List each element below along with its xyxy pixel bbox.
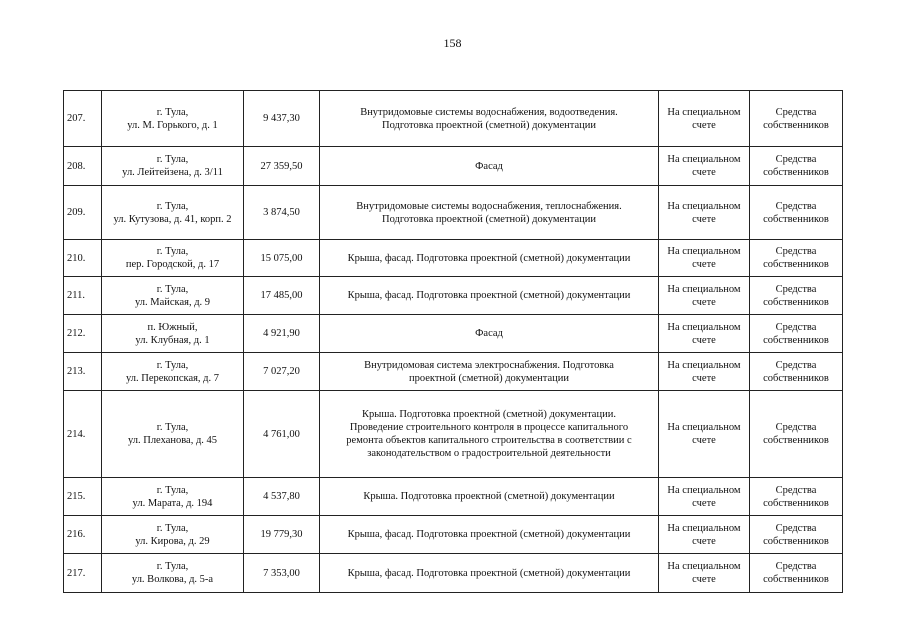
funding-source-line: собственников <box>763 435 829 446</box>
work-type-line: Крыша. Подготовка проектной (сметной) документации. <box>362 409 616 420</box>
row-number: 209. <box>67 207 86 218</box>
row-number-cell <box>64 240 102 277</box>
work-type-line: Подготовка проектной (сметной) документации <box>382 119 596 131</box>
funding-source-cell <box>750 516 843 554</box>
table-row <box>64 353 843 391</box>
fund-method-cell <box>659 554 750 593</box>
cost-cell <box>244 240 320 277</box>
funding-source-line: собственников <box>763 535 829 547</box>
address-street: ул. Клубная, д. 1 <box>135 334 210 346</box>
fund-method-line: счете <box>692 372 716 384</box>
cost-value: 19 779,30 <box>260 529 303 540</box>
address-locality: г. Тула, <box>156 359 189 371</box>
work-type-line: Фасад <box>475 328 503 339</box>
fund-method-cell <box>659 240 750 277</box>
fund-method-line: На специальном <box>667 321 741 333</box>
funding-source-line: собственников <box>763 259 829 270</box>
address-street: ул. М. Горького, д. 1 <box>127 119 218 131</box>
funding-source-line: собственников <box>763 497 829 509</box>
work-type-line: Крыша. Подготовка проектной (сметной) документации <box>363 491 615 502</box>
row-number-cell <box>64 147 102 186</box>
address-street: ул. Плеханова, д. 45 <box>127 435 218 446</box>
fund-method-line: счете <box>692 535 716 547</box>
address-street: ул. Кутузова, д. 41, корп. 2 <box>113 213 232 225</box>
page-number: 158 <box>443 36 462 50</box>
cost-value: 9 437,30 <box>263 113 300 124</box>
work-type-cell <box>320 391 659 478</box>
fund-method-line: счете <box>692 435 716 446</box>
fund-method-line: счете <box>692 119 716 131</box>
address-street: ул. Волкова, д. 5-а <box>131 574 214 585</box>
work-type-cell <box>320 186 659 240</box>
fund-method-cell <box>659 353 750 391</box>
cost-cell <box>244 554 320 593</box>
cost-cell <box>244 516 320 554</box>
funding-source-line: собственников <box>763 574 829 585</box>
work-type-cell <box>320 277 659 315</box>
work-type-cell <box>320 554 659 593</box>
cost-cell <box>244 353 320 391</box>
row-number-cell <box>64 478 102 516</box>
fund-method-cell <box>659 516 750 554</box>
work-type-line: Внутридомовая система электроснабжения. Подготовка <box>364 359 614 371</box>
funding-source-line: Средства <box>775 359 817 371</box>
fund-method-line: На специальном <box>667 522 741 534</box>
fund-method-cell <box>659 315 750 353</box>
funding-source-cell <box>750 478 843 516</box>
work-type-line: ремонта объектов капитального строительства в соответствии с <box>346 435 632 446</box>
address-locality: г. Тула, <box>156 283 189 295</box>
cost-cell <box>244 91 320 147</box>
funding-source-cell <box>750 91 843 147</box>
funding-source-line: Средства <box>775 200 817 212</box>
funding-source-line: Средства <box>775 422 817 433</box>
address-cell <box>102 147 244 186</box>
funding-source-line: собственников <box>763 167 829 178</box>
funding-source-line: Средства <box>775 484 817 496</box>
row-number: 212. <box>67 328 86 339</box>
funding-source-line: собственников <box>763 119 829 131</box>
funding-source-line: собственников <box>763 296 829 308</box>
fund-method-line: счете <box>692 296 716 308</box>
address-locality: г. Тула, <box>156 106 189 118</box>
address-locality: п. Южный, <box>147 321 198 333</box>
table-row <box>64 277 843 315</box>
address-cell <box>102 240 244 277</box>
row-number: 215. <box>67 491 86 502</box>
cost-value: 4 921,90 <box>263 328 300 339</box>
funding-source-cell <box>750 554 843 593</box>
work-type-line: законодательством о градостроительной деятельности <box>367 448 611 459</box>
address-locality: г. Тула, <box>156 422 189 433</box>
work-type-line: проектной (сметной) документации <box>408 372 570 384</box>
work-type-line: Внутридомовые системы водоснабжения, теплоснабжения. <box>356 200 622 212</box>
address-cell <box>102 391 244 478</box>
funding-source-line: Средства <box>775 283 817 295</box>
funding-source-line: собственников <box>763 372 829 384</box>
cost-cell <box>244 277 320 315</box>
address-street: ул. Лейтейзена, д. 3/11 <box>122 167 223 178</box>
table-row <box>64 391 843 478</box>
table-row <box>64 147 843 186</box>
table-row <box>64 315 843 353</box>
table-row <box>64 91 843 147</box>
table-row <box>64 240 843 277</box>
address-locality: г. Тула, <box>156 200 189 212</box>
row-number: 208. <box>67 160 86 172</box>
work-type-line: Подготовка проектной (сметной) документации <box>382 213 596 225</box>
row-number: 211. <box>67 290 85 301</box>
row-number: 213. <box>67 366 86 377</box>
cost-cell <box>244 391 320 478</box>
table-row <box>64 516 843 554</box>
address-locality: г. Тула, <box>156 561 189 572</box>
work-type-line: Крыша, фасад. Подготовка проектной (сметной) документации <box>347 567 631 579</box>
funding-source-line: Средства <box>775 321 817 333</box>
funding-source-cell <box>750 186 843 240</box>
funding-source-line: собственников <box>763 213 829 225</box>
work-type-line: Крыша, фасад. Подготовка проектной (сметной) документации <box>347 290 631 301</box>
fund-method-line: счете <box>692 497 716 509</box>
fund-method-cell <box>659 91 750 147</box>
cost-cell <box>244 147 320 186</box>
fund-method-line: счете <box>692 213 716 225</box>
table-row <box>64 186 843 240</box>
row-number-cell <box>64 186 102 240</box>
funding-source-cell <box>750 315 843 353</box>
fund-method-line: На специальном <box>667 246 741 257</box>
funding-source-line: Средства <box>775 154 817 165</box>
funding-source-line: Средства <box>775 522 817 534</box>
fund-method-line: На специальном <box>667 359 741 371</box>
funding-source-cell <box>750 391 843 478</box>
address-locality: г. Тула, <box>156 522 189 534</box>
fund-method-line: счете <box>692 334 716 346</box>
fund-method-line: На специальном <box>667 561 741 572</box>
work-type-cell <box>320 240 659 277</box>
funding-source-line: Средства <box>775 561 817 572</box>
cost-cell <box>244 478 320 516</box>
fund-method-line: счете <box>692 167 716 178</box>
cost-value: 4 537,80 <box>263 491 300 502</box>
work-type-line: Крыша, фасад. Подготовка проектной (сметной) документации <box>347 252 631 264</box>
address-street: ул. Перекопская, д. 7 <box>125 372 220 384</box>
cost-value: 27 359,50 <box>260 160 303 172</box>
cost-value: 17 485,00 <box>260 290 303 301</box>
table-row <box>64 554 843 593</box>
work-type-line: Крыша, фасад. Подготовка проектной (сметной) документации <box>347 529 631 540</box>
address-locality: г. Тула, <box>156 484 189 496</box>
fund-method-line: На специальном <box>667 154 741 165</box>
funding-source-line: собственников <box>763 334 829 346</box>
address-street: ул. Марата, д. 194 <box>132 497 213 509</box>
funding-source-cell <box>750 277 843 315</box>
address-cell <box>102 277 244 315</box>
address-street: ул. Майская, д. 9 <box>134 296 211 308</box>
fund-method-cell <box>659 478 750 516</box>
cost-value: 4 761,00 <box>263 428 300 440</box>
fund-method-cell <box>659 147 750 186</box>
address-cell <box>102 516 244 554</box>
address-cell <box>102 353 244 391</box>
repair-registry-table <box>63 90 843 593</box>
address-street: ул. Кирова, д. 29 <box>135 535 210 547</box>
address-cell <box>102 478 244 516</box>
table-body <box>64 91 843 593</box>
fund-method-cell <box>659 277 750 315</box>
fund-method-line: счете <box>692 259 716 270</box>
table-row <box>64 478 843 516</box>
row-number-cell <box>64 391 102 478</box>
row-number-cell <box>64 554 102 593</box>
fund-method-line: На специальном <box>667 484 741 496</box>
fund-method-line: На специальном <box>667 106 741 118</box>
fund-method-line: На специальном <box>667 422 741 433</box>
fund-method-line: счете <box>692 574 716 585</box>
row-number-cell <box>64 516 102 554</box>
address-cell <box>102 554 244 593</box>
address-locality: г. Тула, <box>156 154 189 165</box>
funding-source-cell <box>750 240 843 277</box>
address-locality: г. Тула, <box>156 246 189 257</box>
cost-value: 15 075,00 <box>260 252 303 264</box>
address-cell <box>102 186 244 240</box>
work-type-cell <box>320 353 659 391</box>
funding-source-cell <box>750 147 843 186</box>
row-number: 217. <box>67 567 86 579</box>
address-cell <box>102 315 244 353</box>
row-number-cell <box>64 353 102 391</box>
work-type-cell <box>320 147 659 186</box>
cost-cell <box>244 186 320 240</box>
row-number: 216. <box>67 529 86 540</box>
cost-value: 3 874,50 <box>263 207 300 218</box>
fund-method-cell <box>659 391 750 478</box>
row-number: 214. <box>67 428 86 440</box>
cost-value: 7 027,20 <box>263 366 300 377</box>
work-type-line: Внутридомовые системы водоснабжения, водоотведения. <box>360 106 618 118</box>
funding-source-line: Средства <box>775 106 817 118</box>
address-street: пер. Городской, д. 17 <box>125 259 220 270</box>
row-number: 207. <box>67 113 86 124</box>
work-type-cell <box>320 516 659 554</box>
row-number: 210. <box>67 252 86 264</box>
cost-value: 7 353,00 <box>263 567 300 579</box>
row-number-cell <box>64 315 102 353</box>
funding-source-cell <box>750 353 843 391</box>
row-number-cell <box>64 91 102 147</box>
address-cell <box>102 91 244 147</box>
work-type-line: Фасад <box>475 160 503 172</box>
row-number-cell <box>64 277 102 315</box>
fund-method-line: На специальном <box>667 200 741 212</box>
work-type-line: Проведение строительного контроля в процессе капитального <box>349 422 629 433</box>
fund-method-line: На специальном <box>667 283 741 295</box>
funding-source-line: Средства <box>775 246 817 257</box>
work-type-cell <box>320 315 659 353</box>
fund-method-cell <box>659 186 750 240</box>
work-type-cell <box>320 91 659 147</box>
cost-cell <box>244 315 320 353</box>
work-type-cell <box>320 478 659 516</box>
